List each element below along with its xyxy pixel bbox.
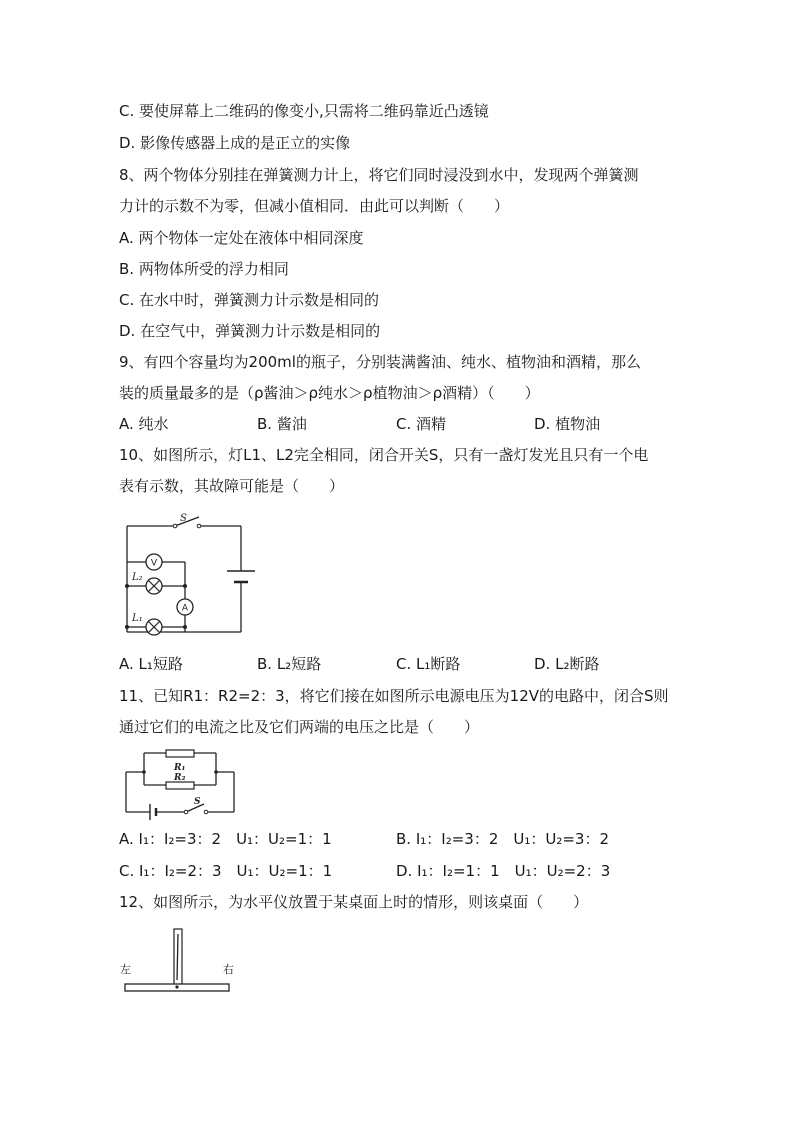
q9-stem-line1: 9、有四个容量均为200ml的瓶子，分别装满酱油、纯水、植物油和酒精，那么 <box>119 353 641 371</box>
q8-option-a: A. 两个物体一定处在液体中相同深度 <box>119 229 364 247</box>
q10-switch-label: S <box>180 513 187 524</box>
q11-switch-label: S <box>194 797 201 807</box>
q10-option-a: A. L₁短路 <box>119 655 183 673</box>
q10-stem-line2: 表有示数，其故障可能是（ ） <box>119 477 345 495</box>
q9-option-b: B. 酱油 <box>257 415 307 433</box>
q11-option-c: C. I₁：I₂=2：3 U₁：U₂=1：1 <box>119 862 333 880</box>
q11-resistor-r2-label: R₂ <box>174 773 186 783</box>
q8-option-d: D. 在空气中，弹簧测力计示数是相同的 <box>119 322 381 340</box>
q9-stem-line2: 装的质量最多的是（ρ酱油＞ρ纯水＞ρ植物油＞ρ酒精）（ ） <box>119 384 540 402</box>
q10-ammeter-label: A <box>181 603 189 614</box>
q7-option-d: D. 影像传感器上成的是正立的实像 <box>119 134 351 152</box>
q9-option-a: A. 纯水 <box>119 415 169 433</box>
q10-circuit-diagram <box>115 508 250 640</box>
q8-option-b: B. 两物体所受的浮力相同 <box>119 260 289 278</box>
q11-resistor-r1-label: R₁ <box>174 763 186 773</box>
q9-option-d: D. 植物油 <box>534 415 601 433</box>
q8-stem-line2: 力计的示数不为零，但减小值相同．由此可以判断（ ） <box>119 197 510 215</box>
q11-circuit-diagram <box>118 740 240 818</box>
q11-option-a: A. I₁：I₂=3：2 U₁：U₂=1：1 <box>119 830 332 848</box>
q9-option-c: C. 酒精 <box>396 415 447 433</box>
q10-lamp-l2-label: L₂ <box>132 572 143 583</box>
q10-voltmeter-label: V <box>150 558 158 569</box>
q12-left-label: 左 <box>120 963 131 976</box>
q11-option-d: D. I₁：I₂=1：1 U₁：U₂=2：3 <box>396 862 611 880</box>
q12-stem: 12、如图所示，为水平仪放置于某桌面上时的情形，则该桌面（ ） <box>119 893 589 911</box>
q10-lamp-l1-label: L₁ <box>132 613 143 624</box>
q10-option-d: D. L₂断路 <box>534 655 600 673</box>
q12-level-diagram <box>115 926 245 998</box>
q11-stem-line1: 11、已知R1：R2=2：3，将它们接在如图所示电源电压为12V的电路中，闭合S则 <box>119 687 669 705</box>
q8-stem-line1: 8、两个物体分别挂在弹簧测力计上，将它们同时浸没到水中，发现两个弹簧测 <box>119 166 639 184</box>
q11-option-b: B. I₁：I₂=3：2 U₁：U₂=3：2 <box>396 830 609 848</box>
q8-option-c: C. 在水中时，弹簧测力计示数是相同的 <box>119 291 380 309</box>
q10-stem-line1: 10、如图所示，灯L1、L2完全相同，闭合开关S，只有一盏灯发光且只有一个电 <box>119 446 649 464</box>
q10-option-b: B. L₂短路 <box>257 655 322 673</box>
q10-option-c: C. L₁断路 <box>396 655 461 673</box>
q12-right-label: 右 <box>223 963 234 976</box>
q7-option-c: C. 要使屏幕上二维码的像变小,只需将二维码靠近凸透镜 <box>119 102 489 120</box>
q11-stem-line2: 通过它们的电流之比及它们两端的电压之比是（ ） <box>119 718 480 736</box>
